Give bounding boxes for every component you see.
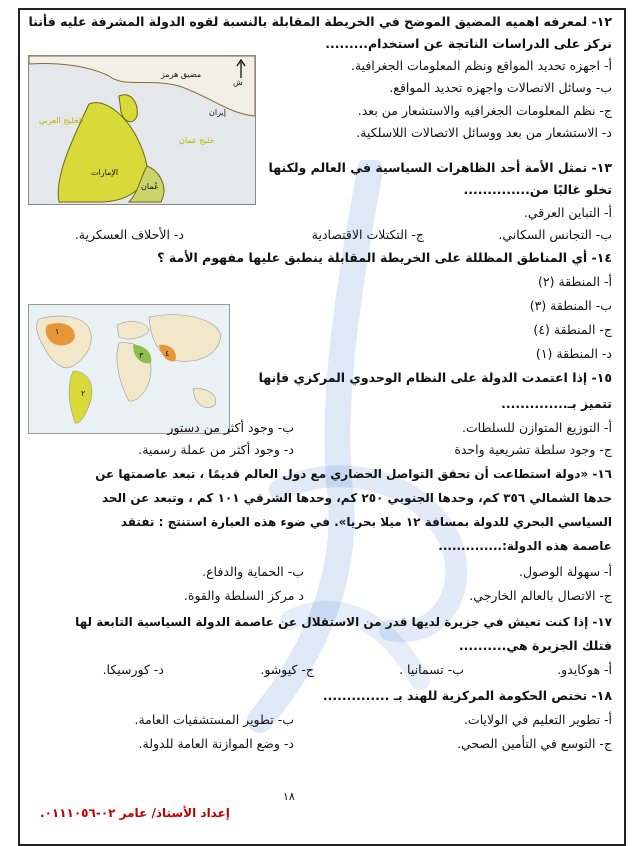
map-strait-label: مضيق هرمز [161,70,202,79]
q17-option-d: د- كورسيكا. [102,662,164,677]
q17-option-c: ج- كيوشو. [260,662,314,677]
map-oman-gulf-label: خليج عمان [179,136,215,145]
map-oman-label: عُمان [141,182,159,191]
q16-option-b: ب- الحماية والدفاع. [202,564,304,579]
map-iran-label: إيران [209,108,226,117]
q18-option-a: أ- تطوير التعليم في الولايات. [463,712,612,727]
q16-stem-line2: حدها الشمالي ٣٥٦ كم، وحدها الجنوبي ٢٥٠ كم، وحدها الشرقي ١٠١ كم ، وتبعد عن الحد [101,491,612,505]
q16-stem-line1: ١٦- «دولة استطاعت أن تحقق التواصل الحضاري مع دول العالم قديمًا ، تبعد عاصمتها عن [95,467,612,481]
q12-option-b: ب- وسائل الاتصالات واجهزه تحديد المواقع. [389,80,612,95]
q16-stem-line4: عاصمة هذه الدولة:.............. [438,539,612,553]
q12-option-c: ج- نظم المعلومات الجغرافيه والاستشعار من بعد. [357,103,612,118]
q14-option-d: د- المنطقة (١) [535,346,612,361]
map-gulf-label: الخليج العربي [39,116,84,125]
q13-option-d: د- الأحلاف العسكرية. [74,227,184,242]
q14-option-a: أ- المنطقة (٢) [538,274,612,289]
q15-stem-line1: ١٥- إذا اعتمدت الدولة على النظام الوحدوي المركزي فإنها [258,370,612,385]
q16-stem-line3: السياسي البحري للدولة بمسافة ١٢ ميلا بحريا». في ضوء هذه العبارة استنتج : تفتقد [120,515,612,529]
q12-stem-line1: ١٢- لمعرفه اهميه المضيق الموضح في الخريطة المقابلة بالنسبة لقوه الدولة المشرفة عليه فأننا [28,14,612,29]
q14-option-c: ج- المنطقة (٤) [533,322,612,337]
hormuz-map [28,55,256,205]
map-north-label: ش [233,78,243,87]
q18-option-d: د- وضع الموازنة العامة للدولة. [138,736,294,751]
q18-option-b: ب- تطوير المستشفيات العامة. [134,712,294,727]
footer-credit: إعداد الأستاذ/ عامر ٠٢-٠١١١٠٥٦. [40,806,230,820]
q15-stem-line2: تتميز بـ.............. [501,396,612,411]
q15-option-a: أ- التوزيع المتوازن للسلطات. [461,420,612,435]
q18-option-c: ج- التوسع في التأمين الصحي. [457,736,612,751]
q12-option-d: د- الاستشعار من بعد ووسائل الاتصالات اللاسلكية. [356,125,612,140]
q14-option-b: ب- المنطقة (٣) [529,298,612,313]
q12-option-a: أ- اجهزه تحديد المواقع ونظم المعلومات الجغرافية. [350,58,612,73]
q13-option-b: ب- التجانس السكاني. [498,227,612,242]
world-map-zone-4: ٤ [165,349,170,358]
q14-stem: ١٤- أي المناطق المظللة على الخريطة المقابلة ينطبق عليها مفهوم الأمة ؟ [157,250,612,265]
q17-stem-line2: فتلك الجزيرة هي.......... [458,638,612,653]
world-map-drawing [29,305,229,433]
q15-option-b: ب- وجود أكثر من دستور [167,420,294,435]
world-map-zone-3: ٣ [139,351,144,360]
q13-option-c: ج- التكتلات الاقتصادية [311,227,424,242]
world-map-zone-1: ١ [55,327,60,336]
q15-option-c: ج- وجود سلطة تشريعية واحدة [454,442,612,457]
world-map [28,304,230,434]
q13-option-a: أ- التباين العرقي. [523,205,612,220]
q16-option-c: ج- الاتصال بالعالم الخارجي. [469,588,612,603]
q18-stem: ١٨- تختص الحكومة المركزية للهند بـ .............. [322,688,612,703]
q15-option-d: د- وجود أكثر من عملة رسمية. [138,442,294,457]
q17-option-a: أ- هوكايدو. [557,662,612,677]
q17-option-b: ب- تسمانيا . [399,662,464,677]
q17-stem-line1: ١٧- إذا كنت تعيش في جزيرة لديها قدر من الاستقلال عن عاصمة الدولة السياسية التابعة لها [75,615,612,629]
q16-option-d: د مركز السلطة والقوة. [183,588,304,603]
q12-stem-line2: نركز على الدراسات الناتجة عن استخدام......... [325,36,612,51]
worksheet-page [18,8,626,846]
page-number: ١٨ [283,790,295,803]
q13-stem-line2: تخلو غالبًا من.............. [463,182,612,197]
map-uae-label: الإمارات [91,168,119,177]
q13-stem-line1: ١٣- تمثل الأمة أحد الظاهرات السياسية في العالم ولكنها [268,160,612,175]
world-map-zone-2: ٢ [81,389,86,398]
q16-option-a: أ- سهولة الوصول. [519,564,612,579]
